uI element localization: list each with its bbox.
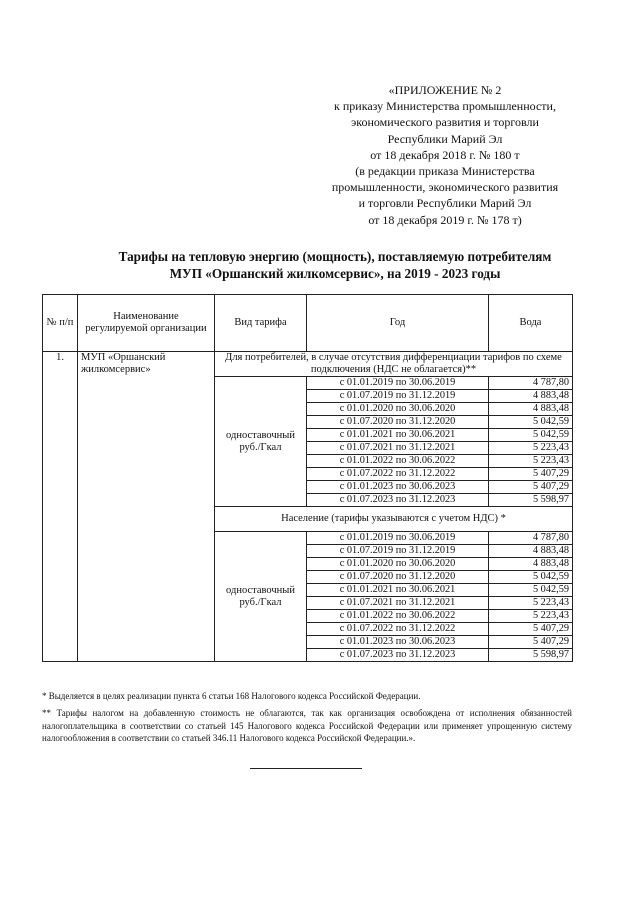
period-cell: с 01.01.2021 по 30.06.2021 <box>307 429 489 442</box>
tariff-value: 5 223,43 <box>489 610 573 623</box>
period-cell: с 01.01.2023 по 30.06.2023 <box>307 481 489 494</box>
table-header-row <box>43 295 573 352</box>
section-heading: Население (тарифы указываются с учетом НДС) * <box>215 507 573 532</box>
tariff-value: 5 407,29 <box>489 468 573 481</box>
section-heading: Для потребителей, в случае отсутствия дифференциации тарифов по схеме подключения (НДС не облагается)** <box>215 352 573 377</box>
row-number: 1. <box>43 352 78 662</box>
footnotes <box>42 690 572 744</box>
period-cell: с 01.01.2022 по 30.06.2022 <box>307 455 489 468</box>
header-kind: Вид тарифа <box>215 295 307 352</box>
header-water: Вода <box>489 295 573 352</box>
appendix-line: Республики Марий Эл <box>387 131 503 146</box>
section-heading-row <box>43 352 573 377</box>
tariff-value: 5 223,43 <box>489 597 573 610</box>
period-cell: с 01.07.2019 по 31.12.2019 <box>307 545 489 558</box>
period-cell: с 01.01.2023 по 30.06.2023 <box>307 636 489 649</box>
period-cell: с 01.07.2022 по 31.12.2022 <box>307 623 489 636</box>
tariff-value: 5 042,59 <box>489 429 573 442</box>
tariff-value: 4 883,48 <box>489 558 573 571</box>
tariff-value: 4 787,80 <box>489 532 573 545</box>
period-cell: с 01.01.2022 по 30.06.2022 <box>307 610 489 623</box>
tariff-value: 5 223,43 <box>489 442 573 455</box>
period-cell: с 01.07.2019 по 31.12.2019 <box>307 390 489 403</box>
tariff-value: 5 042,59 <box>489 584 573 597</box>
period-cell: с 01.01.2019 по 30.06.2019 <box>307 532 489 545</box>
title-line-2: МУП «Оршанский жилкомсервис», на 2019 - 2023 годы <box>169 266 501 281</box>
tariff-value: 5 598,97 <box>489 649 573 662</box>
appendix-header <box>300 82 590 228</box>
tariff-value: 5 598,97 <box>489 494 573 507</box>
appendix-line: промышленности, экономического развития <box>331 180 559 195</box>
tariff-value: 5 042,59 <box>489 416 573 429</box>
tariff-type: одноставочный руб./Гкал <box>215 532 307 662</box>
tariff-value: 4 787,80 <box>489 377 573 390</box>
period-cell: с 01.07.2023 по 31.12.2023 <box>307 649 489 662</box>
period-cell: с 01.07.2021 по 31.12.2021 <box>307 442 489 455</box>
period-cell: с 01.01.2020 по 30.06.2020 <box>307 403 489 416</box>
appendix-line: от 18 декабря 2019 г. № 178 т) <box>368 212 522 227</box>
header-num: № п/п <box>43 295 78 352</box>
appendix-line: «ПРИЛОЖЕНИЕ № 2 <box>388 83 502 97</box>
footnote-2: ** Тарифы налогом на добавленную стоимость не облагаются, так как организация освобождена от исполнения обязанностей налогоплательщика в соответствии со статьей 145 Налогового кодекса Российской Федерации или применяет упрощенную систему налогообложения в соответствии со статьей 346.11 Налогового кодекса Российской Федерации.». <box>42 708 572 743</box>
header-year: Год <box>307 295 489 352</box>
appendix-line: экономического развития и торговли <box>351 115 539 130</box>
tariff-value: 5 407,29 <box>489 623 573 636</box>
organization-name: МУП «Оршанский жилкомсервис» <box>78 352 215 662</box>
period-cell: с 01.07.2021 по 31.12.2021 <box>307 597 489 610</box>
period-cell: с 01.07.2020 по 31.12.2020 <box>307 571 489 584</box>
tariff-value: 5 042,59 <box>489 571 573 584</box>
appendix-line: от 18 декабря 2018 г. № 180 т <box>370 147 520 162</box>
period-cell: с 01.01.2019 по 30.06.2019 <box>307 377 489 390</box>
header-org: Наименование регулируемой организации <box>78 295 215 352</box>
footnote-1: * Выделяется в целях реализации пункта 6 статьи 168 Налогового кодекса Российской Федерации. <box>42 691 421 701</box>
period-cell: с 01.01.2021 по 30.06.2021 <box>307 584 489 597</box>
title-line-1: Тарифы на тепловую энергию (мощность), поставляемую потребителям <box>118 249 552 264</box>
appendix-line: (в редакции приказа Министерства <box>355 164 535 179</box>
tariff-value: 4 883,48 <box>489 390 573 403</box>
period-cell: с 01.07.2022 по 31.12.2022 <box>307 468 489 481</box>
tariff-type: одноставочный руб./Гкал <box>215 377 307 507</box>
tariff-value: 4 883,48 <box>489 545 573 558</box>
period-cell: с 01.07.2023 по 31.12.2023 <box>307 494 489 507</box>
tariff-table <box>42 294 573 662</box>
tariff-value: 4 883,48 <box>489 403 573 416</box>
tariff-value: 5 407,29 <box>489 481 573 494</box>
appendix-line: к приказу Министерства промышленности, <box>334 99 556 114</box>
period-cell: с 01.07.2020 по 31.12.2020 <box>307 416 489 429</box>
document-title <box>40 248 630 282</box>
tariff-value: 5 407,29 <box>489 636 573 649</box>
period-cell: с 01.01.2020 по 30.06.2020 <box>307 558 489 571</box>
divider-line <box>250 768 362 769</box>
appendix-line: и торговли Республики Марий Эл <box>358 196 532 211</box>
tariff-value: 5 223,43 <box>489 455 573 468</box>
